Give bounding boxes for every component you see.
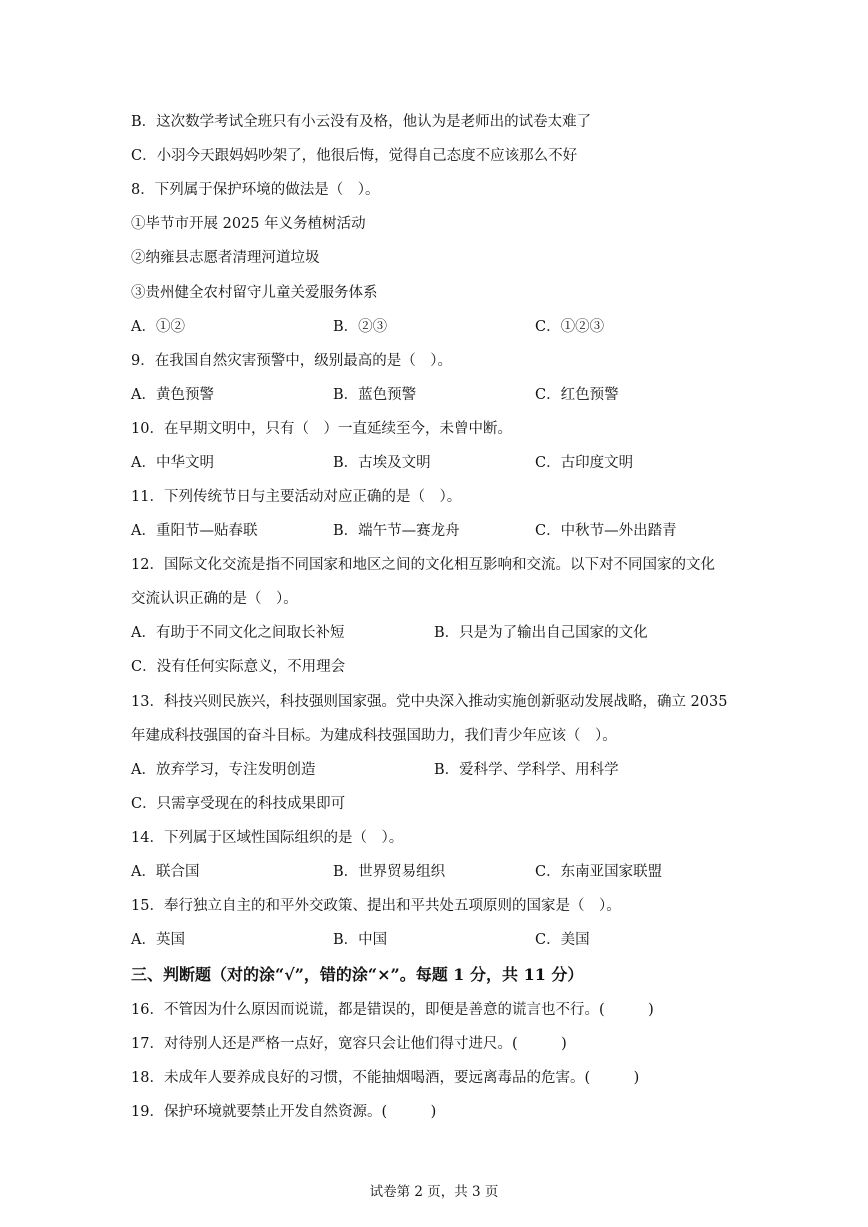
q11-option-c: C．中秋节—外出踏青 (535, 523, 677, 539)
q12-stem-line-2: 交流认识正确的是（ ）。 (131, 591, 298, 607)
q8-item-1: ①毕节市开展 2025 年义务植树活动 (131, 216, 366, 232)
q10-stem: 10．在早期文明中，只有（ ）一直延续至今，未曾中断。 (131, 421, 512, 437)
q14-option-c: C．东南亚国家联盟 (535, 864, 663, 880)
q8-stem: 8．下列属于保护环境的做法是（ ）。 (131, 182, 380, 198)
q13-stem-line-2: 年建成科技强国的奋斗目标。为建成科技强国助力，我们青少年应该（ ）。 (131, 728, 617, 744)
q8-item-2: ②纳雍县志愿者清理河道垃圾 (131, 250, 320, 266)
judgment-17: 17．对待别人还是严格一点好，宽容只会让他们得寸进尺。( ) (131, 1036, 567, 1052)
q9-option-a: A．黄色预警 (131, 387, 214, 403)
q13-stem-line-1: 13．科技兴则民族兴，科技强则国家强。党中央深入推动实施创新驱动发展战略，确立 2035 (131, 694, 728, 710)
q15-stem: 15．奉行独立自主的和平外交政策、提出和平共处五项原则的国家是（ ）。 (131, 898, 621, 914)
q7-option-c: C．小羽今天跟妈妈吵架了，他很后悔，觉得自己态度不应该那么不好 (131, 148, 578, 164)
q13-options-row-1 (131, 760, 748, 780)
q15-option-b: B．中国 (333, 932, 388, 948)
q10-option-c: C．古印度文明 (535, 455, 634, 471)
q11-options (131, 521, 748, 541)
q12-option-b: B．只是为了输出自己国家的文化 (434, 625, 648, 641)
q9-stem: 9．在我国自然灾害预警中，级别最高的是（ ）。 (131, 353, 452, 369)
q12-option-a: A．有助于不同文化之间取长补短 (131, 625, 345, 641)
q8-options (131, 317, 748, 337)
q15-option-a: A．英国 (131, 932, 185, 948)
q9-option-b: B．蓝色预警 (333, 387, 417, 403)
q8-item-3: ③贵州健全农村留守儿童关爱服务体系 (131, 285, 378, 301)
q8-option-a: A．①② (131, 319, 185, 335)
q11-stem: 11．下列传统节日与主要活动对应正确的是（ ）。 (131, 489, 462, 505)
judgment-18: 18．未成年人要养成良好的习惯，不能抽烟喝酒，要远离毒品的危害。( ) (131, 1070, 640, 1086)
judgment-16: 16．不管因为什么原因而说谎，都是错误的，即便是善意的谎言也不行。( ) (131, 1002, 654, 1018)
q12-stem-line-1: 12．国际文化交流是指不同国家和地区之间的文化相互影响和交流。以下对不同国家的文化 (131, 557, 715, 573)
q8-option-b: B．②③ (333, 319, 388, 335)
q7-option-b: B．这次数学考试全班只有小云没有及格，他认为是老师出的试卷太难了 (131, 114, 592, 130)
page-footer: 试卷第 2 页，共 3 页 (369, 1184, 499, 1200)
section-3-heading: 三、判断题（对的涂“√”，错的涂“×”。每题 1 分，共 11 分） (131, 965, 584, 984)
q14-option-b: B．世界贸易组织 (333, 864, 446, 880)
q14-option-a: A．联合国 (131, 864, 200, 880)
q15-options (131, 930, 748, 950)
q9-options (131, 385, 748, 405)
q10-option-b: B．古埃及文明 (333, 455, 431, 471)
q9-option-c: C．红色预警 (535, 387, 619, 403)
q15-option-c: C．美国 (535, 932, 590, 948)
q13-option-c: C．只需享受现在的科技成果即可 (131, 796, 346, 812)
q12-options-row-1 (131, 623, 748, 643)
q10-options (131, 453, 748, 473)
judgment-19: 19．保护环境就要禁止开发自然资源。( ) (131, 1104, 437, 1120)
q11-option-a: A．重阳节—贴春联 (131, 523, 258, 539)
q13-option-b: B．爱科学、学科学、用科学 (434, 762, 619, 778)
q10-option-a: A．中华文明 (131, 455, 214, 471)
q8-option-c: C．①②③ (535, 319, 605, 335)
q14-stem: 14．下列属于区域性国际组织的是（ ）。 (131, 830, 404, 846)
q12-option-c: C．没有任何实际意义，不用理会 (131, 659, 346, 675)
q14-options (131, 862, 748, 882)
q13-option-a: A．放弃学习，专注发明创造 (131, 762, 316, 778)
q11-option-b: B．端午节—赛龙舟 (333, 523, 460, 539)
